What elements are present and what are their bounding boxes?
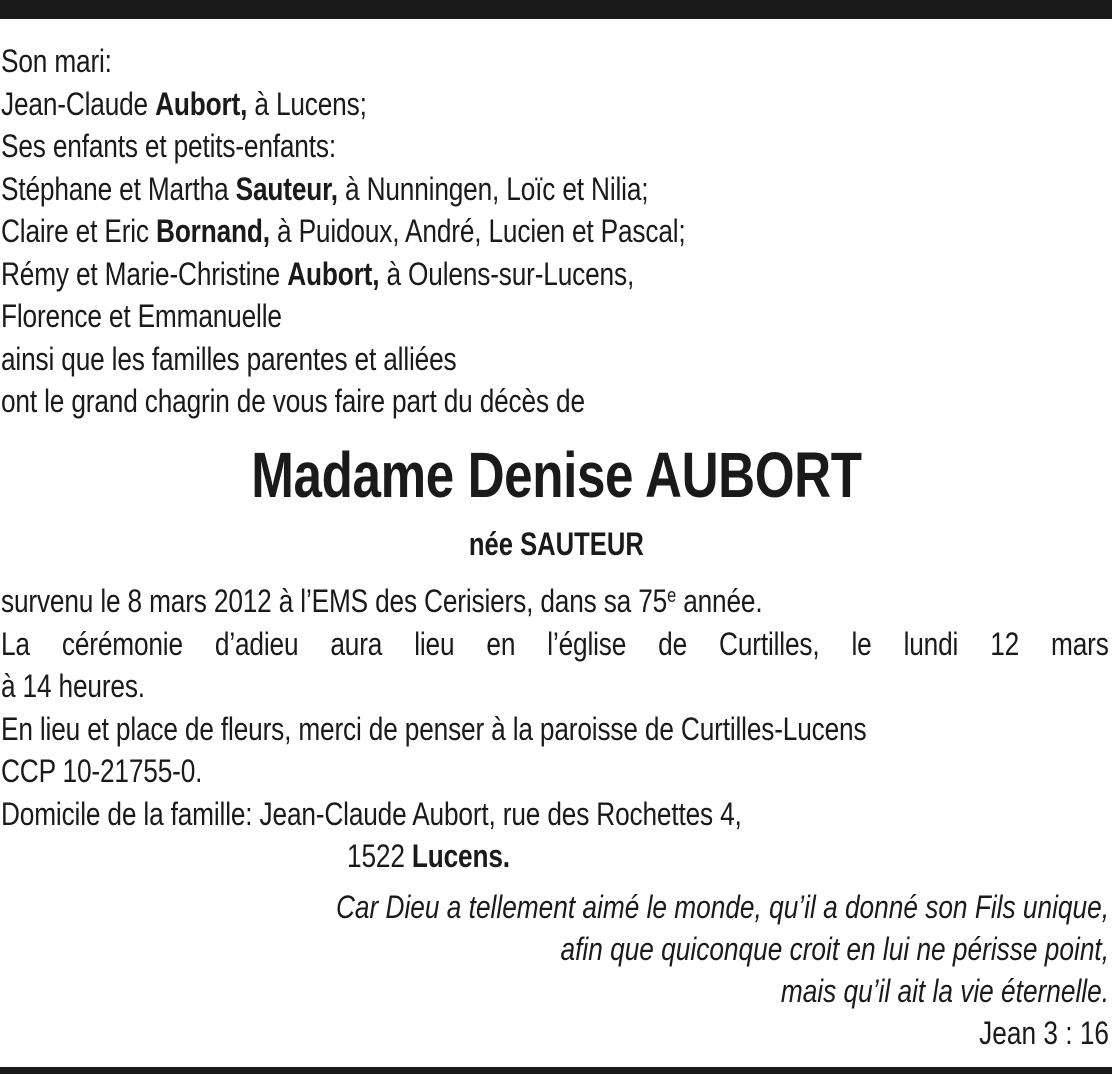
ceremony-word: en: [486, 625, 516, 662]
death-text-end: année.: [676, 583, 763, 619]
family-location: à Puidoux, André, Lucien et Pascal;: [269, 213, 686, 249]
flowers-text: En lieu et place de fleurs, merci de penser à la paroisse de Curtilles-Lucens: [1, 710, 867, 747]
ceremony-word: La: [1, 625, 30, 662]
maiden-name: née SAUTEUR: [468, 526, 644, 562]
family-first-names: Rémy et Marie-Christine: [1, 255, 288, 292]
grandchildren-names: Florence et Emmanuelle: [1, 298, 282, 334]
ceremony-word: aura: [330, 625, 383, 662]
verse-line-2: afin que quiconque croit en lui ne périsse point,: [560, 931, 1109, 967]
deceased-name: Madame Denise AUBORT: [250, 439, 862, 511]
death-line: [1, 580, 910, 623]
family-location: à Oulens-sur-Lucens,: [379, 255, 635, 292]
family-surname: Aubort,: [287, 255, 380, 292]
verse-line-1: Car Dieu a tellement aimé le monde, qu’il a donné son Fils unique,: [335, 889, 1109, 925]
ceremony-word: d’adieu: [214, 625, 299, 662]
family-first-names: Claire et Eric: [1, 213, 157, 249]
ceremony-time-line: [1, 665, 910, 708]
family-surname: Sauteur,: [235, 170, 338, 207]
ceremony-word: l’église: [547, 625, 627, 662]
family-location: à Nunningen, Loïc et Nilia;: [337, 170, 649, 207]
postal-town: Lucens.: [411, 838, 510, 874]
intro-line-2: [1, 83, 910, 126]
ccp-line: [1, 750, 910, 793]
spouse-location: à Lucens;: [247, 85, 367, 122]
intro-line-1: [1, 40, 910, 83]
ceremony-words: [1, 623, 1109, 666]
intro-line-5: [1, 210, 910, 253]
deceased-name-block: [0, 433, 1112, 517]
ordinal-superscript: e: [667, 585, 677, 607]
domicile-address: Domicile de la famille: Jean-Claude Aubort, rue des Rochettes 4,: [1, 795, 742, 832]
ceremony-word: cérémonie: [61, 625, 183, 662]
ceremony-word: Curtilles,: [719, 625, 820, 662]
bottom-border-rule: [0, 1067, 1112, 1074]
spouse-heading: Son mari:: [1, 43, 112, 79]
spouse-surname: Aubort,: [155, 85, 248, 122]
scripture-verse: [1, 886, 1109, 1054]
announcement-line: ont le grand chagrin de vous faire part du décès de: [1, 383, 585, 419]
postal-line: [1, 835, 910, 878]
ceremony-word: le: [851, 625, 872, 662]
intro-line-4: [1, 168, 910, 211]
relatives-line: ainsi que les familles parentes et alliées: [1, 340, 457, 377]
ceremony-word: mars: [1051, 625, 1109, 662]
verse-line-3: mais qu’il ait la vie éternelle.: [780, 973, 1109, 1009]
funeral-details: [1, 580, 1109, 878]
family-surname: Bornand,: [156, 213, 270, 249]
ceremony-word: lundi: [903, 625, 959, 662]
verse-reference: Jean 3 : 16: [979, 1015, 1109, 1051]
domicile-line: [1, 793, 910, 836]
postal-code: 1522: [347, 838, 412, 874]
intro-line-6: [1, 253, 910, 296]
intro-line-8: [1, 338, 910, 381]
ceremony-word: lieu: [414, 625, 455, 662]
death-text: survenu le 8 mars 2012 à l’EMS des Cerisiers, dans sa 75: [1, 583, 668, 619]
ceremony-time: à 14 heures.: [1, 668, 145, 704]
intro-line-9: [1, 380, 910, 423]
intro-line-3: [1, 125, 910, 168]
ceremony-word: 12: [990, 625, 1020, 662]
intro-line-7: [1, 295, 910, 338]
ceremony-word: de: [658, 625, 688, 662]
ceremony-line: [1, 623, 1109, 666]
top-border-rule: [0, 0, 1112, 19]
spouse-first-name: Jean-Claude: [1, 85, 156, 122]
flowers-line: [1, 708, 910, 751]
maiden-name-block: [0, 523, 1112, 565]
children-heading: Ses enfants et petits-enfants:: [1, 128, 336, 164]
ccp-number: CCP 10-21755-0.: [1, 753, 203, 789]
family-first-names: Stéphane et Martha: [1, 170, 236, 207]
family-announcement: [1, 40, 1109, 423]
